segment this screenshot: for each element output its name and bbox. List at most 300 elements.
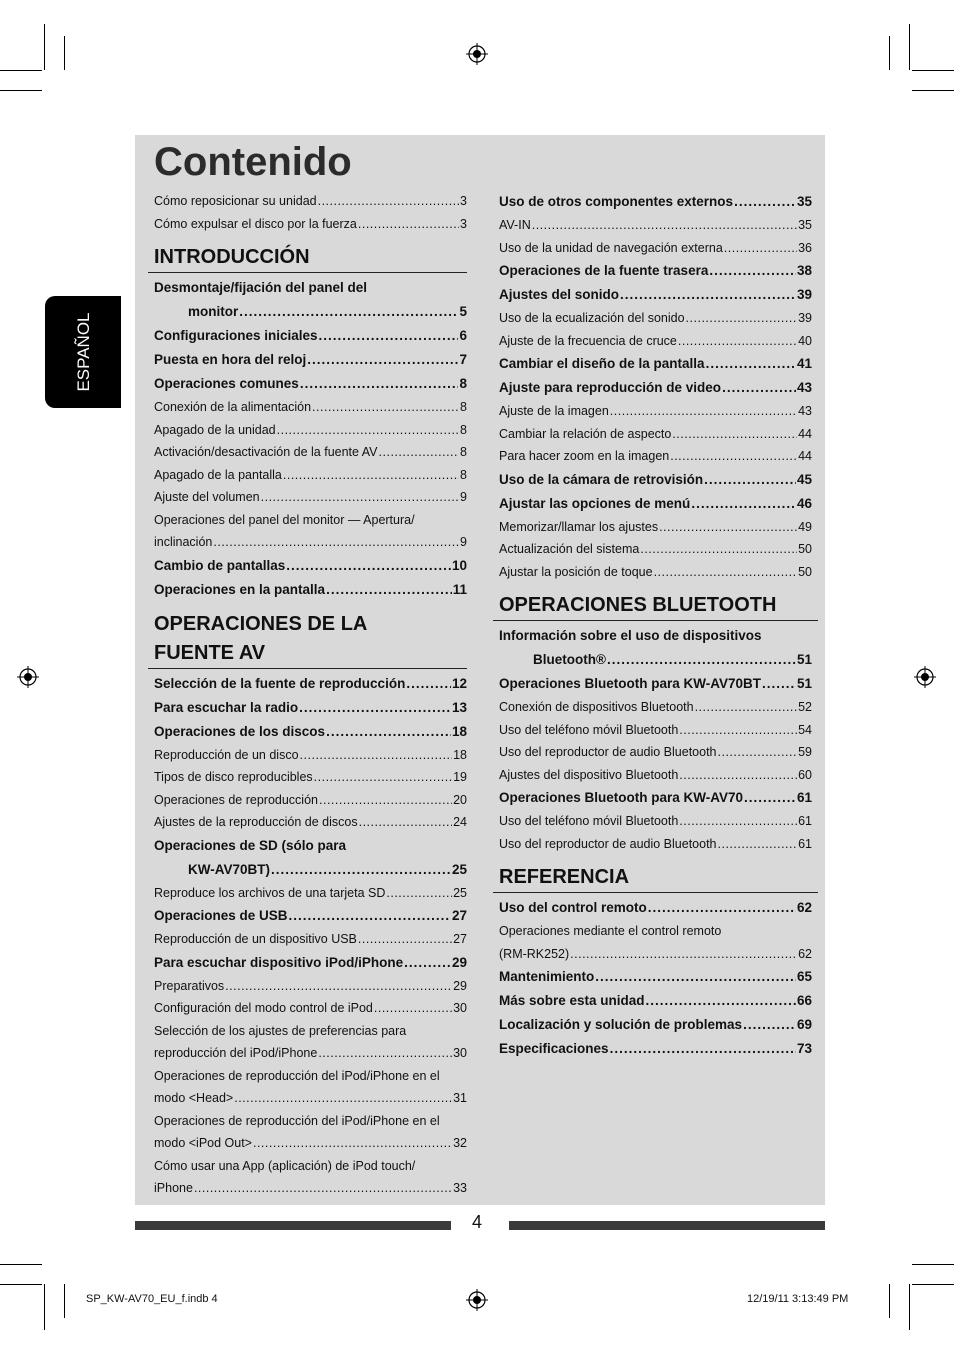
toc-leader-dots	[610, 1037, 796, 1061]
toc-entry[interactable]	[154, 531, 467, 554]
toc-leader-dots	[646, 989, 796, 1013]
toc-entry-title: Conexión de dispositivos Bluetooth	[499, 700, 694, 714]
toc-leader-dots	[307, 348, 458, 372]
toc-entry-page: 61	[798, 814, 812, 828]
crop-mark	[0, 90, 42, 91]
toc-leader-dots	[300, 372, 459, 396]
toc-entry-title: Para hacer zoom en la imagen	[499, 449, 670, 463]
toc-leader-dots	[607, 648, 796, 672]
toc-entry-page: 51	[796, 676, 812, 691]
toc-entry-page: 10	[451, 557, 467, 573]
toc-entry[interactable]	[499, 1013, 812, 1037]
toc-entry-page: 46	[796, 495, 812, 511]
toc-entry[interactable]	[499, 516, 812, 539]
toc-leader-dots	[326, 720, 451, 744]
toc-leader-dots	[718, 833, 798, 856]
toc-entry-title: Uso de la cámara de retrovisión	[499, 471, 704, 487]
toc-entry[interactable]	[499, 352, 812, 376]
crop-mark	[912, 70, 954, 71]
toc-entry[interactable]	[499, 833, 812, 856]
toc-leader-dots	[358, 213, 459, 236]
toc-leader-dots	[532, 214, 797, 237]
toc-entry[interactable]	[499, 719, 812, 742]
toc-leader-dots	[744, 786, 796, 810]
toc-entry[interactable]	[154, 554, 467, 578]
toc-entry-title: Preparativos	[154, 978, 225, 993]
toc-leader-dots	[374, 997, 452, 1020]
toc-entry[interactable]	[154, 997, 467, 1020]
toc-entry[interactable]: Operaciones mediante el control remoto	[499, 924, 722, 938]
toc-group	[154, 672, 467, 834]
toc-entry[interactable]	[154, 464, 467, 487]
toc-leader-dots	[724, 237, 797, 260]
toc-entry-title: (RM-RK252)	[499, 946, 570, 961]
toc-entry[interactable]	[154, 419, 467, 442]
toc-group-top	[499, 190, 812, 583]
toc-entry[interactable]	[154, 441, 467, 464]
toc-entry-title: Ajustes del sonido	[499, 287, 620, 302]
toc-entry-title: Uso del teléfono móvil Bluetooth	[499, 722, 679, 737]
toc-leader-dots	[734, 190, 796, 214]
language-tab-label: ESPAÑOL	[74, 312, 93, 392]
crop-mark	[912, 1284, 954, 1285]
toc-entry[interactable]	[154, 766, 467, 789]
page-bar-right	[509, 1221, 825, 1230]
toc-entry-title: Especificaciones	[499, 1041, 609, 1056]
toc-entry-page: 18	[453, 747, 467, 762]
toc-entry-title: Ajustar las opciones de menú	[499, 495, 691, 511]
toc-group	[154, 1042, 467, 1065]
toc-group	[154, 858, 467, 882]
toc-entry-title: reproducción del iPod/iPhone	[154, 1046, 318, 1060]
toc-entry-title: Más sobre esta unidad	[499, 993, 645, 1008]
toc-leader-dots	[234, 1087, 452, 1110]
toc-entry-title: Uso del control remoto	[499, 900, 647, 915]
toc-leader-dots	[213, 531, 459, 554]
toc-entry-title: Ajuste del volumen	[154, 490, 260, 504]
toc-entry[interactable]: Cómo usar una App (aplicación) de iPod touch/	[154, 1158, 416, 1173]
toc-entry-page: 38	[796, 263, 812, 278]
toc-entry[interactable]	[499, 648, 812, 672]
toc-entry-page: 50	[798, 564, 812, 579]
toc-entry-title: Operaciones de reproducción	[154, 792, 318, 807]
toc-entry[interactable]	[154, 744, 467, 767]
toc-entry-page: 49	[798, 519, 812, 534]
page-number: 4	[472, 1212, 483, 1232]
toc-leader-dots	[678, 330, 797, 353]
toc-entry-title: Cambiar el diseño de la pantalla	[499, 356, 705, 371]
toc-entry[interactable]	[154, 190, 467, 213]
toc-group	[499, 896, 812, 920]
toc-entry[interactable]	[154, 1132, 467, 1155]
toc-entry-page: 36	[798, 240, 812, 255]
toc-entry-title: Reproduce los archivos de una tarjeta SD	[154, 885, 386, 900]
toc-leader-dots	[386, 882, 452, 905]
toc-leader-dots	[670, 445, 797, 468]
toc-entry-page: 60	[798, 767, 812, 782]
toc-entry[interactable]	[499, 696, 812, 719]
registration-mark-icon	[466, 43, 488, 65]
toc-entry-title: Uso del reproductor de audio Bluetooth	[499, 836, 717, 851]
toc-entry[interactable]: Operaciones del panel del monitor — Apertura/	[154, 512, 415, 527]
toc-entry[interactable]	[154, 486, 467, 509]
toc-entry[interactable]	[499, 468, 812, 492]
toc-entry[interactable]	[499, 283, 812, 307]
toc-entry-title: Tipos de disco reproducibles	[154, 770, 313, 784]
toc-left-column	[154, 190, 467, 1200]
page-bar-left	[135, 1221, 451, 1230]
toc-entry-page: 8	[459, 376, 467, 391]
toc-entry-title: Bluetooth®	[533, 652, 606, 667]
toc-entry-page: 30	[453, 1046, 467, 1060]
toc-entry-page: 45	[796, 471, 812, 487]
toc-group	[499, 648, 812, 672]
toc-entry-title: Cómo expulsar el disco por la fuerza	[154, 216, 357, 231]
toc-entry[interactable]: Operaciones de reproducción del iPod/iPhone en el	[154, 1068, 440, 1083]
toc-entry-title: Actualización del sistema	[499, 542, 640, 556]
toc-entry-page: 3	[460, 194, 467, 208]
toc-entry-page: 25	[451, 861, 467, 877]
toc-entry[interactable]	[154, 696, 467, 720]
toc-entry-page: 12	[451, 675, 467, 691]
toc-entry-title: KW-AV70BT)	[188, 861, 270, 877]
toc-entry-page: 40	[798, 333, 812, 348]
toc-entry-page: 19	[453, 770, 467, 784]
toc-entry-page: 54	[798, 722, 812, 737]
toc-entry-title: Para escuchar dispositivo iPod/iPhone	[154, 954, 404, 970]
toc-entry[interactable]	[154, 1087, 467, 1110]
toc-group	[154, 300, 467, 324]
toc-leader-dots	[225, 975, 452, 998]
toc-entry-page: 9	[460, 535, 467, 549]
toc-leader-dots	[359, 811, 453, 834]
toc-entry[interactable]	[499, 672, 812, 696]
toc-group	[154, 882, 467, 1020]
toc-entry-title: Uso del teléfono móvil Bluetooth	[499, 814, 679, 828]
toc-entry-title: monitor	[188, 304, 239, 319]
toc-entry-title: Configuración del modo control de iPod	[154, 1001, 373, 1015]
toc-entry[interactable]	[499, 896, 812, 920]
toc-entry-page: 25	[453, 885, 467, 900]
toc-leader-dots	[286, 554, 451, 578]
toc-entry-page: 32	[453, 1136, 467, 1150]
toc-entry[interactable]	[154, 951, 467, 975]
toc-entry-page: 43	[796, 380, 812, 395]
toc-entry-page: 50	[798, 542, 812, 556]
toc-group	[499, 943, 812, 966]
toc-entry-title: Uso de otros componentes externos	[499, 194, 734, 209]
toc-entry[interactable]	[499, 492, 812, 516]
toc-entry[interactable]	[499, 943, 812, 966]
crop-mark	[912, 90, 954, 91]
section-heading-referencia: REFERENCIA	[493, 863, 818, 893]
toc-entry-page: 52	[798, 700, 812, 714]
toc-entry-title: Reproducción de un disco	[154, 747, 299, 762]
crop-mark	[889, 36, 890, 70]
toc-entry[interactable]	[499, 445, 812, 468]
section-heading-line: OPERACIONES DE LA	[154, 612, 368, 635]
toc-entry-page: 11	[452, 581, 467, 597]
toc-leader-dots	[718, 741, 798, 764]
toc-entry[interactable]	[499, 237, 812, 260]
toc-entry[interactable]	[154, 213, 467, 236]
toc-entry-page: 5	[459, 304, 467, 319]
toc-entry-title: Reproducción de un dispositivo USB	[154, 932, 357, 946]
toc-leader-dots	[318, 190, 459, 213]
toc-leader-dots	[679, 810, 797, 833]
toc-leader-dots	[318, 1042, 452, 1065]
toc-leader-dots	[379, 441, 460, 464]
toc-entry[interactable]	[499, 190, 812, 214]
toc-entry-title: Operaciones de la fuente trasera	[499, 263, 709, 278]
toc-entry[interactable]	[499, 538, 812, 561]
toc-leader-dots	[648, 896, 796, 920]
section-heading-introduccion: INTRODUCCIÓN	[148, 243, 467, 273]
page-title: Contenido	[154, 140, 352, 184]
toc-entry-title: Configuraciones iniciales	[154, 328, 318, 343]
toc-entry[interactable]: Operaciones de reproducción del iPod/iPhone en el	[154, 1113, 440, 1128]
toc-entry-page: 30	[453, 1001, 467, 1015]
toc-entry[interactable]: Operaciones de SD (sólo para	[154, 837, 347, 853]
toc-entry[interactable]	[499, 561, 812, 584]
crop-mark	[44, 1284, 45, 1330]
toc-leader-dots	[672, 423, 797, 446]
toc-entry-title: Conexión de la alimentación	[154, 400, 312, 414]
toc-leader-dots	[570, 943, 797, 966]
toc-entry-title: Mantenimiento	[499, 969, 595, 984]
toc-entry[interactable]	[499, 741, 812, 764]
toc-entry-title: Uso de la unidad de navegación externa	[499, 240, 723, 255]
toc-entry-title: Cambiar la relación de aspecto	[499, 426, 672, 441]
toc-entry[interactable]: Selección de los ajustes de preferencias para	[154, 1023, 407, 1038]
toc-entry-title: modo <Head>	[154, 1091, 234, 1105]
toc-entry-title: Operaciones comunes	[154, 376, 299, 391]
toc-leader-dots	[595, 965, 796, 989]
toc-group	[154, 324, 467, 509]
footer-file-info: SP_KW-AV70_EU_f.indb 4	[86, 1293, 218, 1305]
toc-entry-title: Para escuchar la radio	[154, 699, 299, 715]
toc-entry[interactable]	[154, 372, 467, 396]
toc-entry-page: 27	[451, 908, 467, 923]
toc-entry-page: 39	[796, 287, 812, 302]
toc-entry[interactable]	[154, 672, 467, 696]
toc-entry-page: 6	[459, 328, 467, 343]
toc-entry-page: 31	[453, 1091, 467, 1105]
toc-leader-dots	[404, 951, 451, 975]
toc-leader-dots	[679, 719, 797, 742]
toc-leader-dots	[277, 419, 459, 442]
toc-leader-dots	[686, 307, 798, 330]
toc-entry-page: 73	[796, 1041, 812, 1056]
toc-leader-dots	[326, 578, 452, 602]
toc-leader-dots	[679, 764, 797, 787]
toc-entry-page: 61	[796, 790, 812, 805]
toc-entry[interactable]	[154, 1042, 467, 1065]
toc-leader-dots	[289, 904, 451, 928]
toc-leader-dots	[654, 561, 798, 584]
section-heading-bluetooth: OPERACIONES BLUETOOTH	[493, 591, 818, 621]
toc-entry-title: modo <iPod Out>	[154, 1136, 252, 1150]
toc-entry-page: 69	[796, 1017, 812, 1032]
toc-entry-page: 29	[453, 978, 467, 993]
toc-entry[interactable]: Información sobre el uso de dispositivos	[499, 628, 762, 643]
toc-entry-title: Uso de la ecualización del sonido	[499, 311, 685, 325]
toc-entry-page: 18	[451, 723, 467, 739]
footer-timestamp: 12/19/11 3:13:49 PM	[747, 1293, 849, 1305]
toc-entry[interactable]	[499, 989, 812, 1013]
toc-entry-page: 41	[796, 356, 812, 371]
toc-entry-title: AV-IN	[499, 218, 531, 232]
crop-mark	[889, 1284, 890, 1318]
toc-entry-page: 7	[459, 352, 467, 367]
section-heading-fuente-av	[148, 610, 467, 669]
toc-group-top	[154, 190, 467, 235]
toc-entry[interactable]	[154, 975, 467, 998]
toc-leader-dots	[695, 696, 798, 719]
toc-leader-dots	[253, 1132, 452, 1155]
toc-group	[154, 531, 467, 554]
toc-entry-title: Cómo reposicionar su unidad	[154, 194, 317, 208]
toc-entry-title: Uso del reproductor de audio Bluetooth	[499, 745, 717, 759]
toc-entry[interactable]	[499, 330, 812, 353]
toc-entry-page: 66	[796, 993, 812, 1008]
crop-mark	[44, 24, 45, 70]
toc-entry[interactable]	[499, 786, 812, 810]
toc-leader-dots	[239, 300, 458, 324]
toc-entry[interactable]: Desmontaje/fijación del panel del	[154, 280, 368, 295]
crop-mark	[0, 1264, 42, 1265]
crop-mark	[909, 1284, 910, 1330]
crop-mark	[0, 1284, 42, 1285]
toc-entry[interactable]	[154, 348, 467, 372]
toc-leader-dots	[406, 672, 451, 696]
crop-mark	[912, 1264, 954, 1265]
toc-group	[499, 965, 812, 1061]
toc-group	[154, 554, 467, 602]
toc-entry-title: Ajustes de la reproducción de discos	[154, 815, 358, 829]
toc-entry[interactable]	[154, 300, 467, 324]
toc-entry[interactable]	[154, 904, 467, 928]
toc-leader-dots	[312, 396, 459, 419]
toc-entry[interactable]	[154, 882, 467, 905]
toc-entry-title: Apagado de la unidad	[154, 422, 276, 437]
toc-entry[interactable]	[154, 578, 467, 602]
toc-leader-dots	[762, 672, 796, 696]
toc-entry[interactable]	[154, 720, 467, 744]
toc-entry-page: 62	[796, 900, 812, 915]
toc-entry[interactable]	[499, 1037, 812, 1061]
toc-entry-title: Ajuste para reproducción de video	[499, 380, 722, 395]
toc-group	[154, 1132, 467, 1155]
toc-entry[interactable]	[499, 810, 812, 833]
toc-leader-dots	[319, 324, 459, 348]
toc-leader-dots	[620, 283, 796, 307]
toc-entry[interactable]	[154, 811, 467, 834]
toc-leader-dots	[261, 486, 459, 509]
toc-entry-page: 33	[453, 1181, 467, 1195]
toc-entry-page: 35	[796, 194, 812, 209]
toc-entry-title: Operaciones en la pantalla	[154, 581, 326, 597]
toc-entry-page: 9	[460, 490, 467, 504]
toc-entry-page: 59	[798, 745, 812, 759]
toc-leader-dots	[709, 259, 796, 283]
toc-entry-page: 8	[460, 400, 467, 414]
toc-entry[interactable]	[499, 400, 812, 423]
toc-entry-page: 51	[796, 652, 812, 667]
toc-entry[interactable]	[154, 324, 467, 348]
toc-leader-dots	[194, 1177, 452, 1200]
toc-leader-dots	[271, 858, 451, 882]
toc-entry-title: Puesta en hora del reloj	[154, 352, 307, 367]
toc-entry[interactable]	[499, 259, 812, 283]
toc-entry[interactable]	[154, 928, 467, 951]
toc-group	[154, 1087, 467, 1110]
registration-mark-icon	[17, 666, 39, 688]
toc-entry[interactable]	[499, 423, 812, 446]
toc-entry-title: inclinación	[154, 535, 213, 549]
toc-entry-title: Memorizar/llamar los ajustes	[499, 519, 659, 534]
toc-group	[154, 1177, 467, 1200]
registration-mark-icon	[914, 666, 936, 688]
toc-entry[interactable]	[499, 965, 812, 989]
toc-leader-dots	[743, 1013, 796, 1037]
toc-entry-page: 44	[798, 426, 812, 441]
crop-mark	[0, 70, 42, 71]
toc-leader-dots	[319, 789, 452, 812]
toc-entry-page: 43	[798, 404, 812, 418]
toc-entry[interactable]	[499, 376, 812, 400]
toc-entry-title: Activación/desactivación de la fuente AV	[154, 445, 378, 459]
crop-mark	[64, 1284, 65, 1318]
toc-entry[interactable]	[154, 396, 467, 419]
toc-entry-page: 44	[798, 449, 812, 463]
toc-entry[interactable]	[154, 789, 467, 812]
toc-entry-page: 35	[798, 218, 812, 232]
toc-leader-dots	[704, 468, 796, 492]
toc-entry-title: Operaciones Bluetooth para KW-AV70BT	[499, 676, 762, 691]
toc-entry-page: 61	[798, 836, 812, 851]
toc-entry[interactable]	[154, 858, 467, 882]
toc-entry-page: 8	[460, 422, 467, 437]
toc-entry-title: Apagado de la pantalla	[154, 467, 282, 482]
toc-entry-title: Ajustar la posición de toque	[499, 564, 653, 579]
toc-entry[interactable]	[499, 764, 812, 787]
toc-leader-dots	[314, 766, 452, 789]
toc-entry-page: 65	[796, 969, 812, 984]
toc-leader-dots	[659, 516, 797, 539]
toc-group	[499, 672, 812, 855]
toc-entry-title: Selección de la fuente de reproducción	[154, 675, 406, 691]
toc-entry[interactable]	[499, 214, 812, 237]
toc-leader-dots	[283, 464, 459, 487]
toc-entry[interactable]	[154, 1177, 467, 1200]
registration-mark-icon	[466, 1289, 488, 1311]
toc-leader-dots	[640, 538, 797, 561]
toc-entry-page: 20	[453, 792, 467, 807]
toc-entry-page: 62	[798, 946, 812, 961]
toc-entry-title: Localización y solución de problemas	[499, 1017, 743, 1032]
crop-mark	[64, 36, 65, 70]
toc-leader-dots	[706, 352, 796, 376]
toc-entry-title: Operaciones de USB	[154, 908, 288, 923]
toc-entry-title: Operaciones Bluetooth para KW-AV70	[499, 790, 744, 805]
toc-entry-title: iPhone	[154, 1181, 193, 1195]
toc-leader-dots	[610, 400, 797, 423]
toc-entry-page: 29	[451, 954, 467, 970]
toc-leader-dots	[691, 492, 796, 516]
toc-entry[interactable]	[499, 307, 812, 330]
crop-mark	[909, 24, 910, 70]
